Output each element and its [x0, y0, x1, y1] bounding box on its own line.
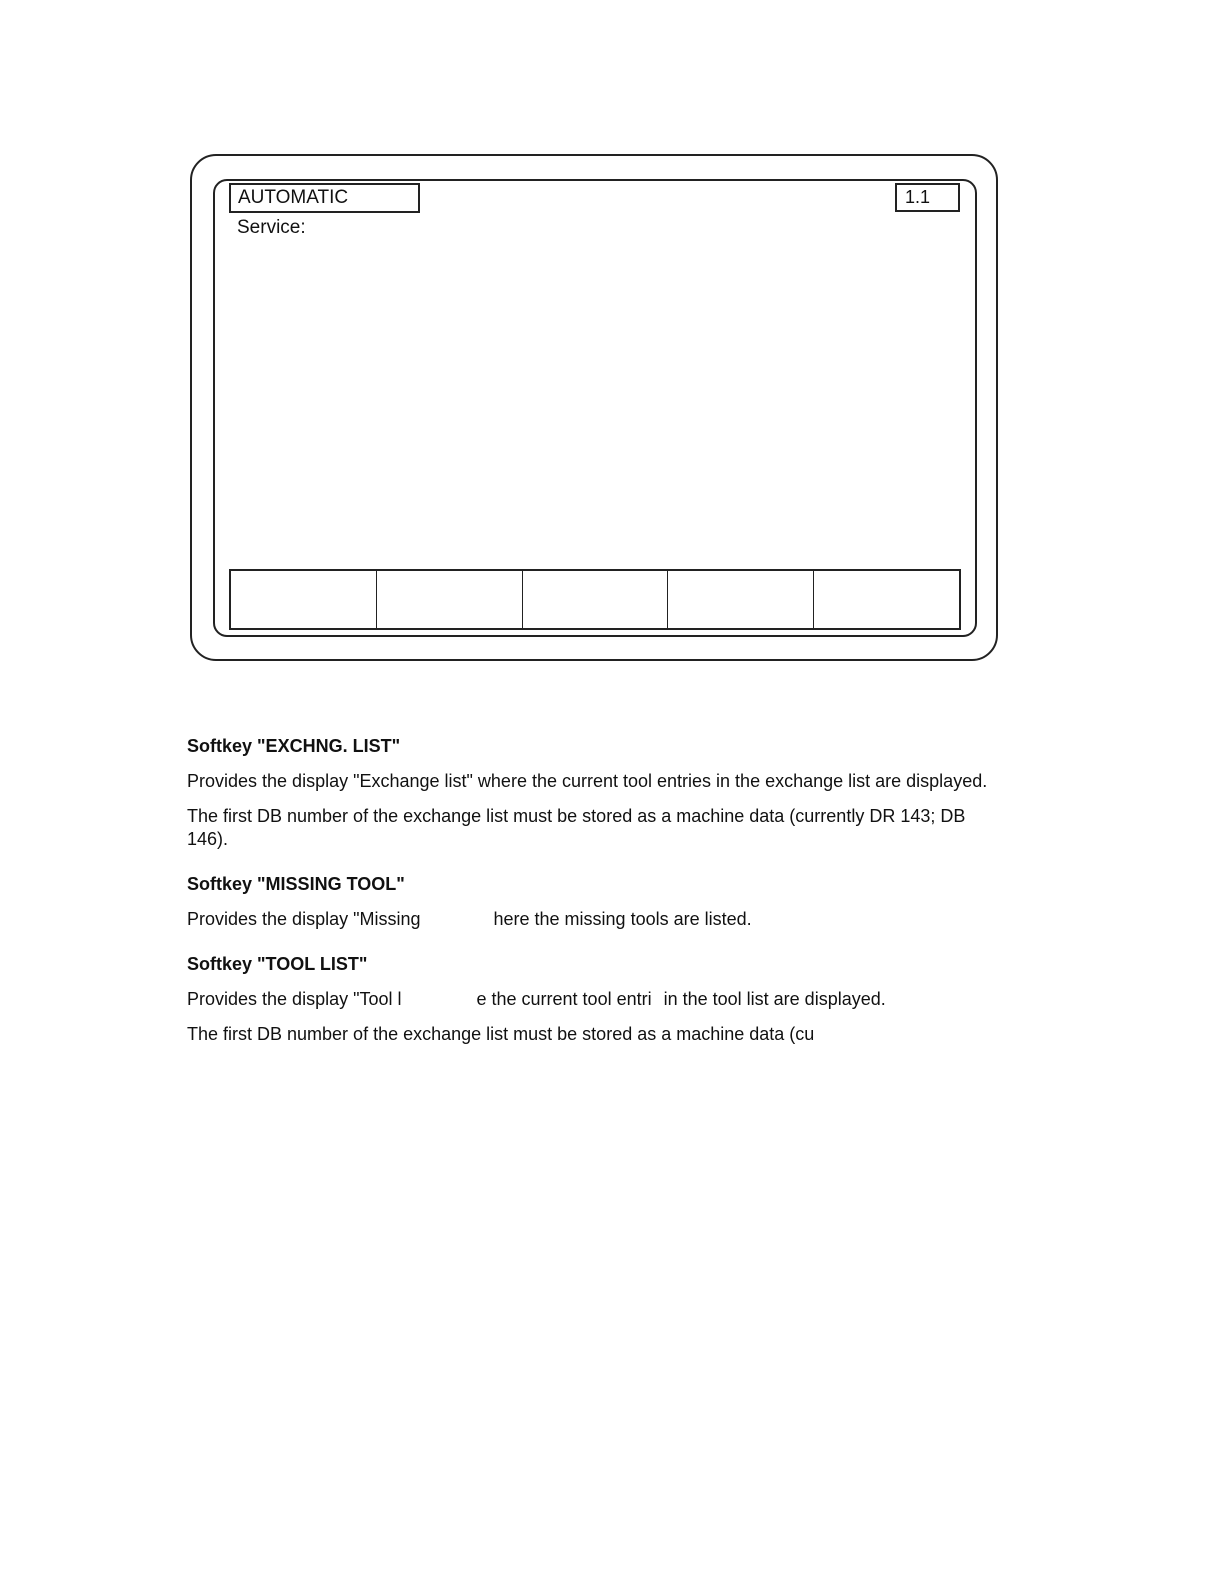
paragraph-missing-tool-part-1: Provides the display "Missing — [187, 909, 421, 929]
paragraph-exchng-list-2: The first DB number of the exchange list must be stored as a machine data (currently DR 143; DB 146). — [187, 806, 966, 849]
softkey-1[interactable] — [231, 571, 377, 628]
paragraph-tool-list-part-1: Provides the display "Tool l — [187, 989, 402, 1009]
paragraph-tool-list-part-3: in the tool list are displayed. — [663, 989, 886, 1009]
softkey-2[interactable] — [377, 571, 523, 628]
softkey-5[interactable] — [814, 571, 959, 628]
heading-tool-list: Softkey "TOOL LIST" — [187, 954, 368, 974]
paragraph-exchng-list-1: Provides the display "Exchange list" where the current tool entries in the exchange list are displayed. — [187, 771, 988, 791]
heading-exchng-list: Softkey "EXCHNG. LIST" — [187, 736, 401, 756]
softkey-bar — [229, 569, 961, 630]
page-number-field: 1.1 — [895, 183, 960, 212]
service-label: Service: — [237, 217, 306, 238]
softkey-3[interactable] — [523, 571, 669, 628]
operating-mode-field: AUTOMATIC — [229, 183, 420, 213]
paragraph-tool-list-trailing: The first DB number of the exchange list must be stored as a machine data (cu — [187, 1024, 815, 1044]
paragraph-tool-list-part-2: e the current tool entri — [476, 989, 652, 1009]
paragraph-missing-tool — [187, 908, 1007, 931]
paragraph-tool-list — [187, 988, 1007, 1011]
paragraph-missing-tool-part-2: here the missing tools are listed. — [493, 909, 752, 929]
heading-missing-tool: Softkey "MISSING TOOL" — [187, 874, 405, 894]
document-body — [187, 735, 1007, 1058]
softkey-4[interactable] — [668, 571, 814, 628]
